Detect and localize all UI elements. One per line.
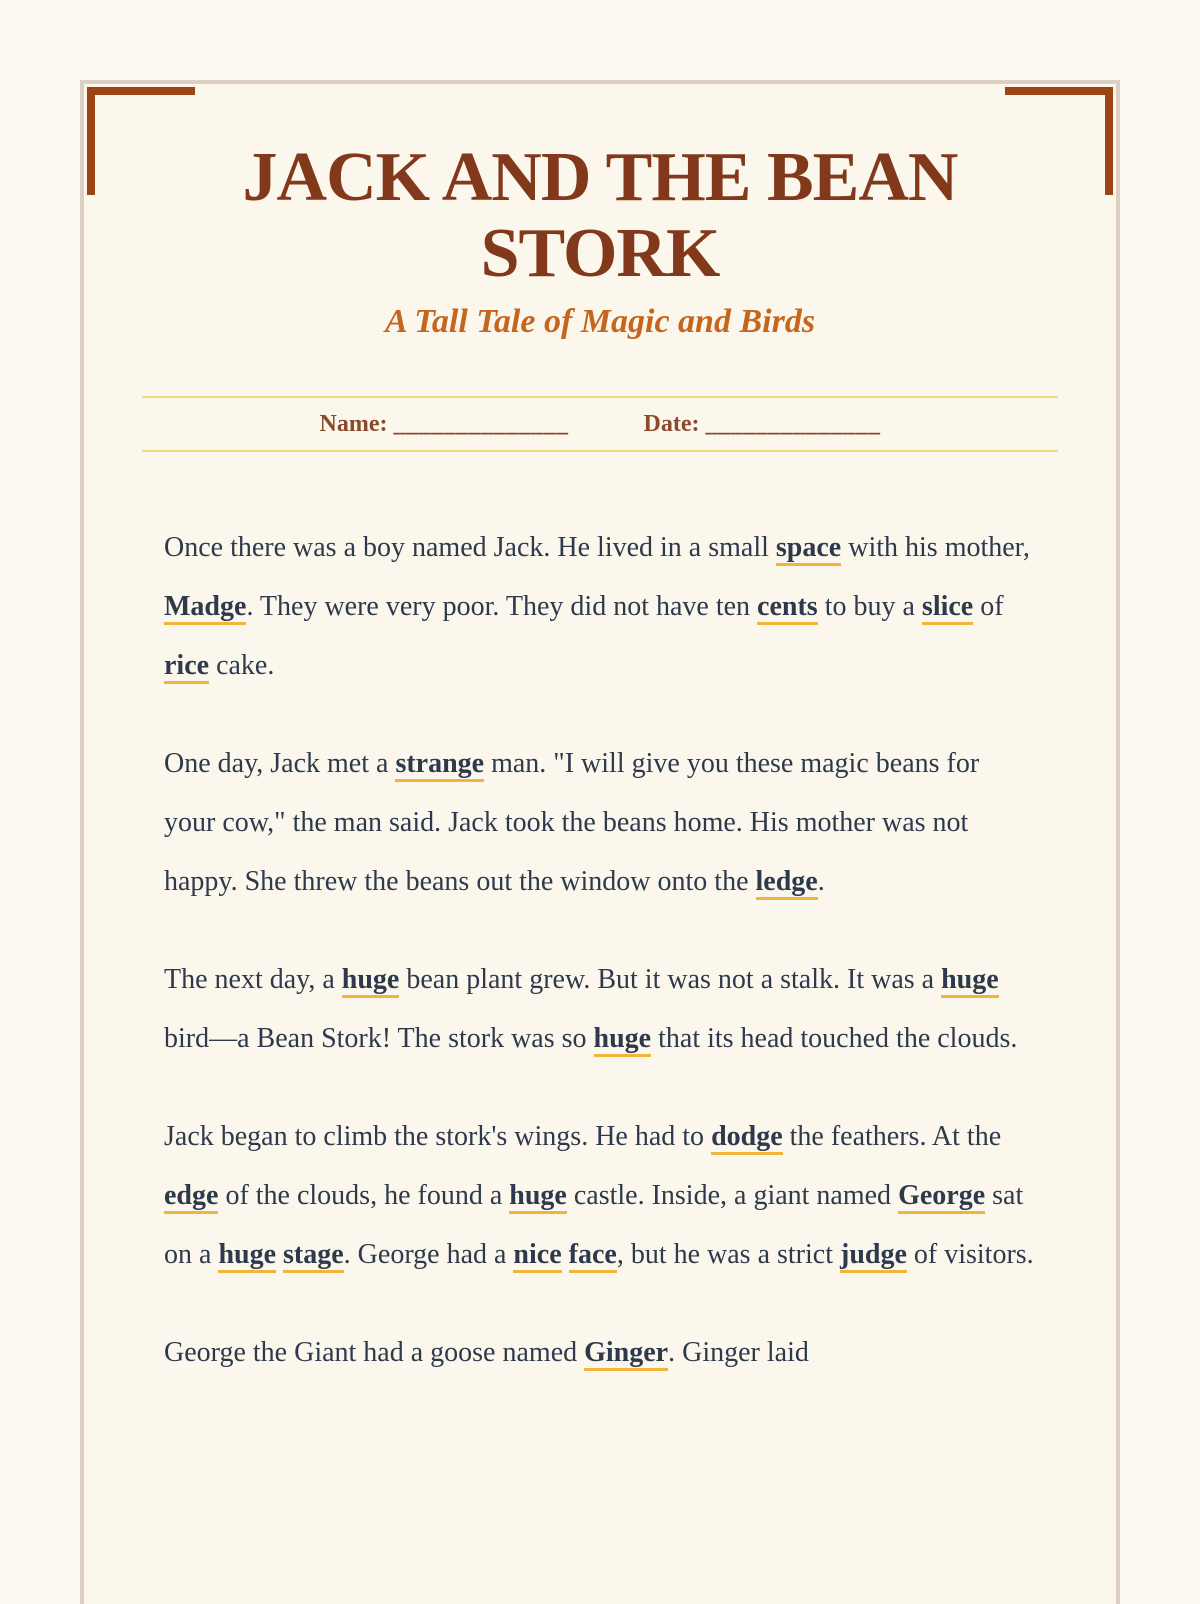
vocabulary-word: huge [218,1239,276,1273]
corner-bracket-top-right-icon [1005,87,1113,195]
story-text-segment: The next day, a [164,964,342,995]
story-text-segment: Once there was a boy named Jack. He lived in a small [164,532,776,563]
name-date-row [142,396,1058,452]
vocabulary-word: cents [757,591,818,625]
story-text-segment: Jack began to climb the stork's wings. He had to [164,1121,712,1152]
vocabulary-word: judge [840,1239,907,1273]
story-text-segment: . Ginger laid [668,1337,809,1368]
story-text-segment: . [817,866,825,897]
vocabulary-word: huge [509,1180,567,1214]
vocabulary-word: slice [922,591,973,625]
story-text-segment: bean plant grew. But it was not a stalk. It was a [399,964,942,995]
story-text-segment: the feathers. At the [782,1121,1002,1152]
story-text-segment: sat on a [164,1180,1024,1270]
vocabulary-word: ledge [756,866,818,900]
vocabulary-word: space [776,532,841,566]
story-text-segment: cake. [209,650,275,681]
page-title-line-1: JACK AND THE BEAN [242,139,958,216]
date-field [644,409,881,439]
name-field [320,409,569,439]
vocabulary-word: face [569,1239,617,1273]
story-paragraph [164,1107,1036,1284]
vocabulary-word: huge [594,1023,652,1057]
story-text-segment: man. "I will give you these magic beans for your cow," the man said. Jack took the beans home. His mother was not happy. She threw the beans out the window onto the [164,748,980,897]
story-text-segment: of visitors. [906,1239,1034,1270]
story-text-segment: . They were very poor. They did not have ten [246,591,758,622]
story-text-segment: One day, Jack met a [164,748,396,779]
story-text-segment: of [973,591,1004,622]
story-paragraph [164,518,1036,695]
vocabulary-word: huge [342,964,400,998]
worksheet-card [80,80,1120,1604]
vocabulary-word: dodge [711,1121,783,1155]
story-text-segment [562,1239,569,1270]
vocabulary-word: George [898,1180,985,1214]
page-subtitle: A Tall Tale of Magic and Birds [384,303,816,340]
page-title-line-2: STORK [480,215,720,292]
story-text-segment: , but he was a strict [616,1239,840,1270]
vocabulary-word: rice [164,650,209,684]
vocabulary-word: stage [283,1239,344,1273]
story-text-segment: bird—a Bean Stork! The stork was so [164,1023,594,1054]
story-paragraph [164,734,1036,911]
corner-bracket-top-left-icon [87,87,195,195]
vocabulary-word: strange [395,748,484,782]
story-text-segment [276,1239,283,1270]
date-label: Date: [643,411,700,437]
vocabulary-word: nice [513,1239,561,1273]
story-text-segment: George the Giant had a goose named [164,1337,585,1368]
story-text-segment: that its head touched the clouds. [651,1023,1018,1054]
story-text [164,518,1036,1382]
story-paragraph [164,1323,1036,1382]
name-label: Name: [319,411,388,437]
story-text-segment: . George had a [343,1239,514,1270]
story-text-segment: with his mother, [841,532,1030,563]
name-blank-line: ______________ [393,411,569,437]
vocabulary-word: Ginger [584,1337,668,1371]
date-blank-line: ______________ [705,411,881,437]
story-paragraph [164,950,1036,1068]
story-text-segment: of the clouds, he found a [218,1180,510,1211]
page-title [124,140,1076,292]
vocabulary-word: huge [941,964,999,998]
vocabulary-word: Madge [164,591,246,625]
story-text-segment: to buy a [817,591,922,622]
story-text-segment: castle. Inside, a giant named [566,1180,899,1211]
vocabulary-word: edge [164,1180,218,1214]
